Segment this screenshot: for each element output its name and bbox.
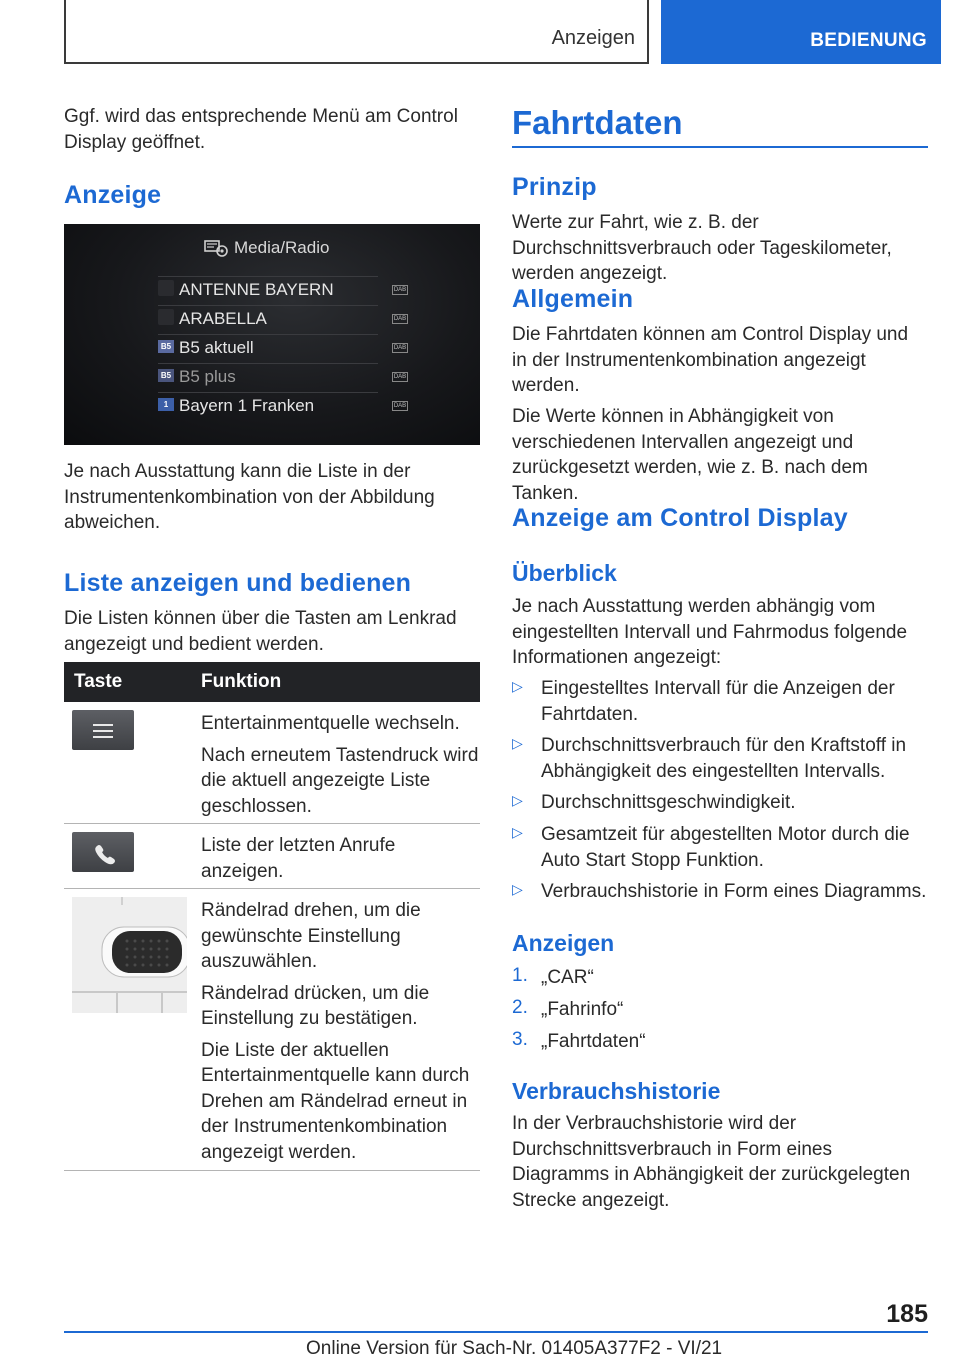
triangle-bullet-icon: ▷ [512,824,523,840]
dab-badge: DAB [393,345,407,351]
footer-online-version: Online Version für Sach-Nr. 01405A377F2 - VI/21 [306,1338,723,1359]
header-chapter-tab [661,0,941,64]
list-item-text: Gesamtzeit für abgestellten Motor durch die Auto Start Stopp Funktion. [541,824,910,871]
step-text: „Fahrinfo“ [541,999,624,1020]
page-number: 185 [886,1300,928,1328]
verbrauchshistorie-paragraph: In der Verbrauchshistorie wird der Durchschnittsverbrauch in Form eines Diagramms in Abhängigkeit der zurückgelegten Strecke angezeigt. [512,1113,911,1211]
heading-allgemein: Allgemein [512,285,634,313]
allgemein-paragraph-1: Die Fahrtdaten können am Control Display und in der Instrumentenkombination angezeigt werden. [512,324,909,396]
step-text: „Fahrtdaten“ [541,1031,646,1052]
step-text: „CAR“ [541,967,594,988]
footer-rule [64,1331,928,1333]
funktion-cell [201,711,480,819]
media-radio-screenshot [64,224,480,445]
header-section-title: Anzeigen [551,27,635,49]
heading-prinzip: Prinzip [512,173,597,201]
heading-anzeige-control-display: Anzeige am Control Display [512,504,848,532]
table-row [64,702,480,824]
prinzip-paragraph: Werte zur Fahrt, wie z. B. der Durchschnittsverbrauch oder Tageskilometer, werden angezeigt. [512,212,892,284]
step-number: 2. [512,997,528,1018]
dab-badge: DAB [393,403,407,409]
list-item-text: Verbrauchshistorie in Form eines Diagramms. [541,881,927,902]
title-underline [512,146,928,148]
station-row [158,305,407,330]
station-label: B5 aktuell [179,338,254,357]
list-menu-icon [72,710,134,750]
triangle-bullet-icon: ▷ [512,881,523,897]
station-row [158,334,407,359]
heading-verbrauchshistorie: Verbrauchshistorie [512,1078,721,1104]
taste-funktion-table [64,662,480,1171]
col-header-taste: Taste [74,671,123,692]
funktion-text: Liste der letzten Anrufe anzeigen. [201,835,396,882]
step-number: 3. [512,1029,528,1050]
table-row [64,889,480,1171]
step-number: 1. [512,965,528,986]
station-label: B5 plus [179,367,236,386]
funktion-text: Nach erneutem Tastendruck wird die aktuell angezeigte Liste geschlossen. [201,744,479,817]
menu-key-cell [72,710,134,750]
list-item-text: Durchschnittsverbrauch für den Kraftstoff in Abhängigkeit des eingestellten Intervalls. [541,735,907,782]
triangle-bullet-icon: ▷ [512,735,523,751]
heading-anzeige: Anzeige [64,181,162,209]
header-section-box [64,0,649,64]
note-paragraph: Je nach Ausstattung kann die Liste in der Instrumentenkombination von der Abbildung abweichen. [64,461,435,533]
funktion-cell [201,898,480,1165]
phone-icon [72,832,134,872]
table-header [64,662,480,702]
phone-key-cell [72,832,134,872]
funktion-text: Rändelrad drücken, um die Einstellung zu bestätigen. [201,982,430,1029]
station-logo-icon: B5 [158,340,174,353]
table-row [64,824,480,889]
heading-liste: Liste anzeigen und bedienen [64,569,412,597]
funktion-cell [201,833,480,884]
page-title: Fahrtdaten [512,104,683,141]
screen-title: Media/Radio [234,238,330,257]
allgemein-paragraph-2: Die Werte können in Abhängigkeit von verschiedenen Intervallen angezeigt und zurückgesetzt werden, wie z. B. nach dem Tanken. [512,406,868,504]
heading-anzeigen: Anzeigen [512,930,615,956]
station-logo-icon: 1 [158,398,174,411]
dab-badge: DAB [393,316,407,322]
funktion-text: Entertainmentquelle wechseln. [201,713,460,734]
station-logo-icon: B5 [158,369,174,382]
station-label: ARABELLA [179,309,267,328]
list-item-text: Durchschnittsgeschwindigkeit. [541,792,796,813]
station-row [158,392,407,417]
liste-paragraph: Die Listen können über die Tasten am Lenkrad angezeigt und bedient werden. [64,608,457,655]
triangle-bullet-icon: ▷ [512,792,523,808]
dab-badge: DAB [393,287,407,293]
col-header-funktion: Funktion [201,671,282,692]
heading-ueberblick: Überblick [512,560,617,586]
funktion-text: Rändelrad drehen, um die gewünschte Einstellung auszuwählen. [201,900,421,972]
station-row [158,363,407,388]
thumbwheel-cell [72,897,187,1013]
triangle-bullet-icon: ▷ [512,678,523,694]
dab-badge: DAB [393,374,407,380]
station-placeholder-icon [158,280,174,296]
station-row [158,276,407,301]
station-placeholder-icon [158,309,174,325]
intro-paragraph: Ggf. wird das entsprechende Menü am Control Display geöffnet. [64,106,458,153]
header-chapter-title: BEDIENUNG [810,30,927,51]
funktion-text: Die Liste der aktuellen Entertainmentquelle kann durch Drehen am Rändelrad erneut in der Instrumentenkombination angezeigt werden. [201,1039,470,1163]
station-label: Bayern 1 Franken [179,396,315,415]
station-label: ANTENNE BAYERN [179,280,334,299]
media-radio-icon [204,238,228,258]
ueberblick-paragraph: Je nach Ausstattung werden abhängig vom eingestellten Intervall und Fahrmodus folgende Informationen angezeigt: [512,596,908,668]
thumbwheel-image [72,897,187,1013]
list-item-text: Eingestelltes Intervall für die Anzeigen der Fahrtdaten. [541,678,895,725]
